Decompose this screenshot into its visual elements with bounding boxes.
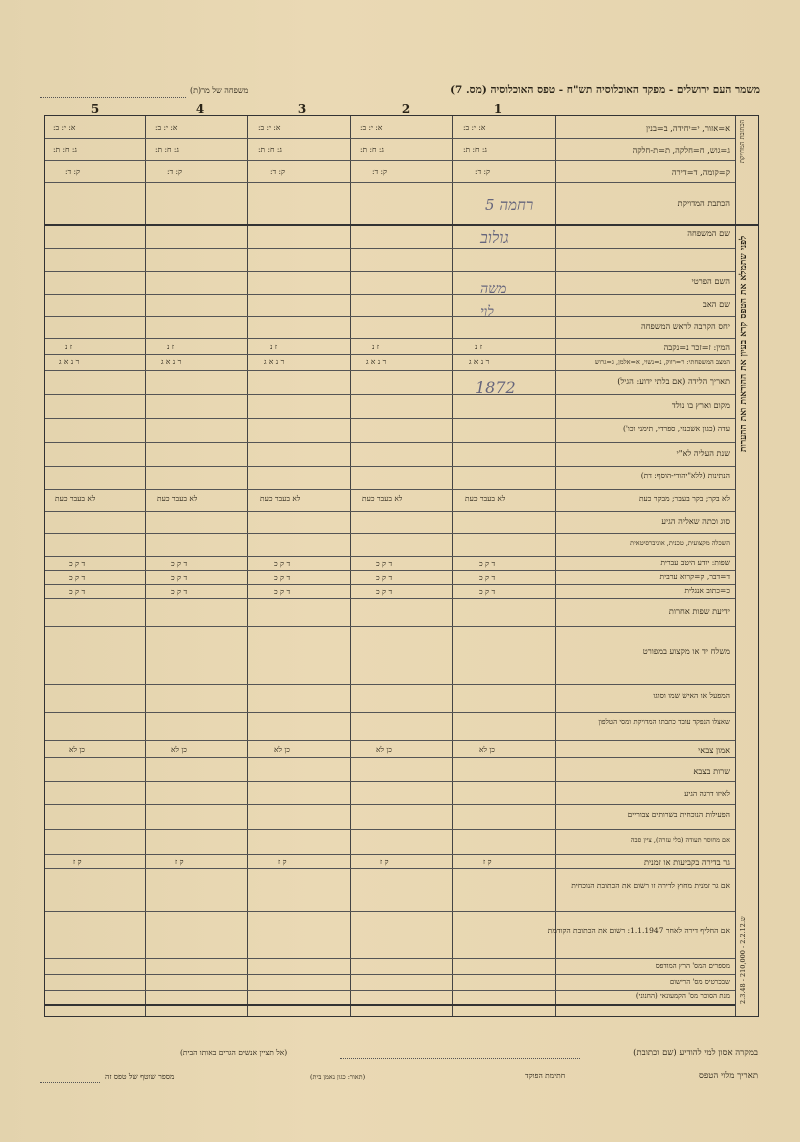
army-options[interactable]: כן לא xyxy=(69,745,85,754)
sex-options[interactable]: ז נ xyxy=(270,342,277,351)
field-ab[interactable]: א: י: ב: xyxy=(53,123,76,132)
serial-number-line[interactable] xyxy=(40,1082,100,1083)
field-gh[interactable]: ג: ח: ת: xyxy=(258,145,282,154)
row-label: שנת העליה לא"י xyxy=(676,448,730,458)
row-label: שפות: יודע היטב עברית xyxy=(660,558,730,567)
row-label: אם מחוסר תעודה (בלי עזרה), ציין סבה xyxy=(630,836,730,844)
field-ab[interactable]: א: י: ב: xyxy=(463,123,486,132)
row-label: שאצלו הנפקד עובד כתבתו המדויקת ומסי הטלפון xyxy=(598,718,730,726)
row-label: מקום וארץ בו נולד xyxy=(671,400,730,410)
handwritten-father-name: לוי xyxy=(480,304,494,320)
col-divider xyxy=(350,116,351,1016)
row-label: המצב המשפחתי: ר=רווק, נ=נשוי, א=אלמן, ג=גרוש xyxy=(594,358,730,366)
army-options[interactable]: כן לא xyxy=(171,745,187,754)
col-divider xyxy=(247,116,248,1016)
field-kd[interactable]: ק: ד: xyxy=(475,167,491,176)
emergency-contact-line[interactable] xyxy=(340,1058,580,1059)
row-label: השכלה מקצועית, טכנית, אוניברסיטאית xyxy=(630,539,730,547)
row-label: השם הפרטי xyxy=(691,276,730,286)
col-divider xyxy=(145,116,146,1016)
row-label: כ=כתוב אנגלית xyxy=(684,586,730,595)
column-number: 4 xyxy=(195,102,205,116)
row-label: אם החליף דירה לאחר 1.1.1947: רשום את הכתובת הקודמת xyxy=(547,926,730,935)
language-options[interactable]: ד ק כ xyxy=(479,573,496,582)
handwritten-first-name: משה xyxy=(480,281,507,297)
row-label: יחס הקרבה לראש המשפחה xyxy=(641,321,730,331)
census-grid xyxy=(44,115,759,1017)
row-label: אמון צבאי xyxy=(698,745,730,755)
column-number: 3 xyxy=(297,102,307,116)
form-title: משמר העם ירושלים - מפקד האוכלוסיה תש"ח - טפס האוכלוסיה (מס. 7) xyxy=(450,84,760,96)
family-label: משפחה של מר(ת) xyxy=(190,86,249,95)
residence-options[interactable]: ק ז xyxy=(175,857,184,866)
handwritten-family-name: גולוב xyxy=(480,228,509,247)
handwritten-birth-year: 1872 xyxy=(475,378,516,397)
sex-options[interactable]: ז נ xyxy=(372,342,379,351)
field-kd[interactable]: ק: ד: xyxy=(65,167,81,176)
language-options[interactable]: ד ק כ xyxy=(69,587,86,596)
row-label: גר בדירה בקביעות או זמנית xyxy=(644,857,730,867)
row-label: מספרים המס' הרץ המודפס xyxy=(655,962,730,970)
row-label: המין: ז=זכר נ=נקבה xyxy=(663,342,730,352)
education-options[interactable]: לא בעבר כעת xyxy=(465,494,506,503)
education-options[interactable]: לא בעבר כעת xyxy=(157,494,198,503)
footer-date-label: תאריך מלוי הטפס xyxy=(699,1071,758,1081)
army-options[interactable]: כן לא xyxy=(274,745,290,754)
language-options[interactable]: ד ק כ xyxy=(479,559,496,568)
row-label: הפעילות הנוכחית בשרותים צבוריים xyxy=(627,810,730,819)
language-options[interactable]: ד ק כ xyxy=(69,559,86,568)
row-label: שם המשפחה xyxy=(687,228,730,238)
family-line[interactable] xyxy=(40,97,186,98)
language-options[interactable]: ד ק כ xyxy=(274,573,291,582)
row-label: אם גר זמנית מחוץ לדירה זו רשום את הכתובת הנוכחית xyxy=(571,881,730,890)
army-options[interactable]: כן לא xyxy=(376,745,392,754)
education-options[interactable]: לא בעבר כעת xyxy=(260,494,301,503)
residence-options[interactable]: ק ז xyxy=(278,857,287,866)
language-options[interactable]: ד ק כ xyxy=(69,573,86,582)
column-number: 5 xyxy=(90,102,100,116)
marital-options[interactable]: ר נ א ג xyxy=(59,357,80,366)
col-divider xyxy=(452,116,453,1016)
row-label: א=אזור, י=יחידה, ב=בנין xyxy=(646,123,730,133)
sex-options[interactable]: ז נ xyxy=(167,342,174,351)
handwritten-address: רחמה 5 xyxy=(485,196,534,214)
field-gh[interactable]: ג: ח: ת: xyxy=(155,145,179,154)
row-label: ד=דבר, ק=קרוא ערבית xyxy=(659,572,730,581)
row-label: מנת הסוכר מס' הקמעונאי (החנוני) xyxy=(635,992,730,1000)
row-label: שם האב xyxy=(702,299,730,309)
row-label: הנתינות (ללא"יהודי-הוסף: דת) xyxy=(640,471,730,480)
row-label: עדה (כגון אשכנזי, ספרדי, תימני וכו') xyxy=(622,424,730,433)
instructions-side-label: לפני שתמלא את הטפס קרא בעיון את ההוראות ואת ההערות xyxy=(739,236,749,453)
field-gh[interactable]: ג: ח: ת: xyxy=(53,145,77,154)
education-options[interactable]: לא בעבר כעת xyxy=(55,494,96,503)
row-label: שרות בצבא xyxy=(693,766,730,776)
marital-options[interactable]: ר נ א ג xyxy=(161,357,182,366)
field-kd[interactable]: ק: ד: xyxy=(167,167,183,176)
marital-options[interactable]: ר נ א ג xyxy=(469,357,490,366)
row-label: לא בקר; בקר בעבר; מבקר כעת xyxy=(638,494,730,503)
marital-options[interactable]: ר נ א ג xyxy=(264,357,285,366)
language-options[interactable]: ד ק כ xyxy=(479,587,496,596)
field-gh[interactable]: ג: ח: ת: xyxy=(360,145,384,154)
row-label: המפעל או האיש שמו וסוגו xyxy=(653,691,730,700)
print-note: ש.2.2.12 - 210,000 - 2.3.48 xyxy=(739,916,747,1004)
column-number: 1 xyxy=(493,102,503,116)
row-label: סוג וכתה שאליה הגיע xyxy=(661,516,730,526)
column-number: 2 xyxy=(401,102,411,116)
row-label: שבכרטיס מס' הרישום xyxy=(669,978,730,986)
row-label: משלח יד או מקצוע במפורט xyxy=(642,646,730,656)
language-options[interactable]: ד ק כ xyxy=(171,587,188,596)
field-kd[interactable]: ק: ד: xyxy=(372,167,388,176)
margin-divider xyxy=(735,116,736,1016)
row-label: הכתבת המדויקת xyxy=(677,198,730,208)
footer-serial-label: מספר שוטף של טפס זה xyxy=(105,1072,175,1081)
sex-options[interactable]: ז נ xyxy=(65,342,72,351)
row-label: ידיעת שפות אחרות xyxy=(668,606,730,616)
field-ab[interactable]: א: י: ב: xyxy=(360,123,383,132)
sex-options[interactable]: ז נ xyxy=(475,342,482,351)
language-options[interactable]: ד ק כ xyxy=(171,573,188,582)
education-options[interactable]: לא בעבר כעת xyxy=(362,494,403,503)
residence-options[interactable]: ק ז xyxy=(73,857,82,866)
language-options[interactable]: ד ק כ xyxy=(376,573,393,582)
housing-side-label: הכתובת המדויקת xyxy=(738,120,746,164)
field-kd[interactable]: ק: ד: xyxy=(270,167,286,176)
row-label: לאיזו דרגה הגיע xyxy=(684,789,730,798)
form-header xyxy=(40,84,760,102)
language-options[interactable]: ד ק כ xyxy=(274,587,291,596)
field-ab[interactable]: א: י: ב: xyxy=(155,123,178,132)
marital-options[interactable]: ר נ א ג xyxy=(366,357,387,366)
footer-emergency-label: במקרה אסון למי להודיע (שם וכתובת) xyxy=(633,1048,758,1058)
footer-role-note: (תאור: כגון נאמן בית) xyxy=(310,1073,366,1081)
row-label: ק=קומה, ד=דירה xyxy=(671,167,730,177)
row-label: ג=גוש, ח=חלקה, ת=ת-חלקה xyxy=(632,145,730,155)
field-ab[interactable]: א: י: ב: xyxy=(258,123,281,132)
language-options[interactable]: ד ק כ xyxy=(376,587,393,596)
language-options[interactable]: ד ק כ xyxy=(376,559,393,568)
footer-signature-label: חתימת הפוקד xyxy=(525,1071,566,1080)
footer-emergency-note: (אל תציין אנשים הגרים באותו הבית) xyxy=(180,1048,288,1057)
field-gh[interactable]: ג: ח: ת: xyxy=(463,145,487,154)
army-options[interactable]: כן לא xyxy=(479,745,495,754)
col-divider xyxy=(555,116,556,1016)
language-options[interactable]: ד ק כ xyxy=(171,559,188,568)
residence-options[interactable]: ק ז xyxy=(380,857,389,866)
row-label: תאריך הלידה (אם בלתי ידוע: הגיל) xyxy=(617,376,730,386)
language-options[interactable]: ד ק כ xyxy=(274,559,291,568)
residence-options[interactable]: ק ז xyxy=(483,857,492,866)
